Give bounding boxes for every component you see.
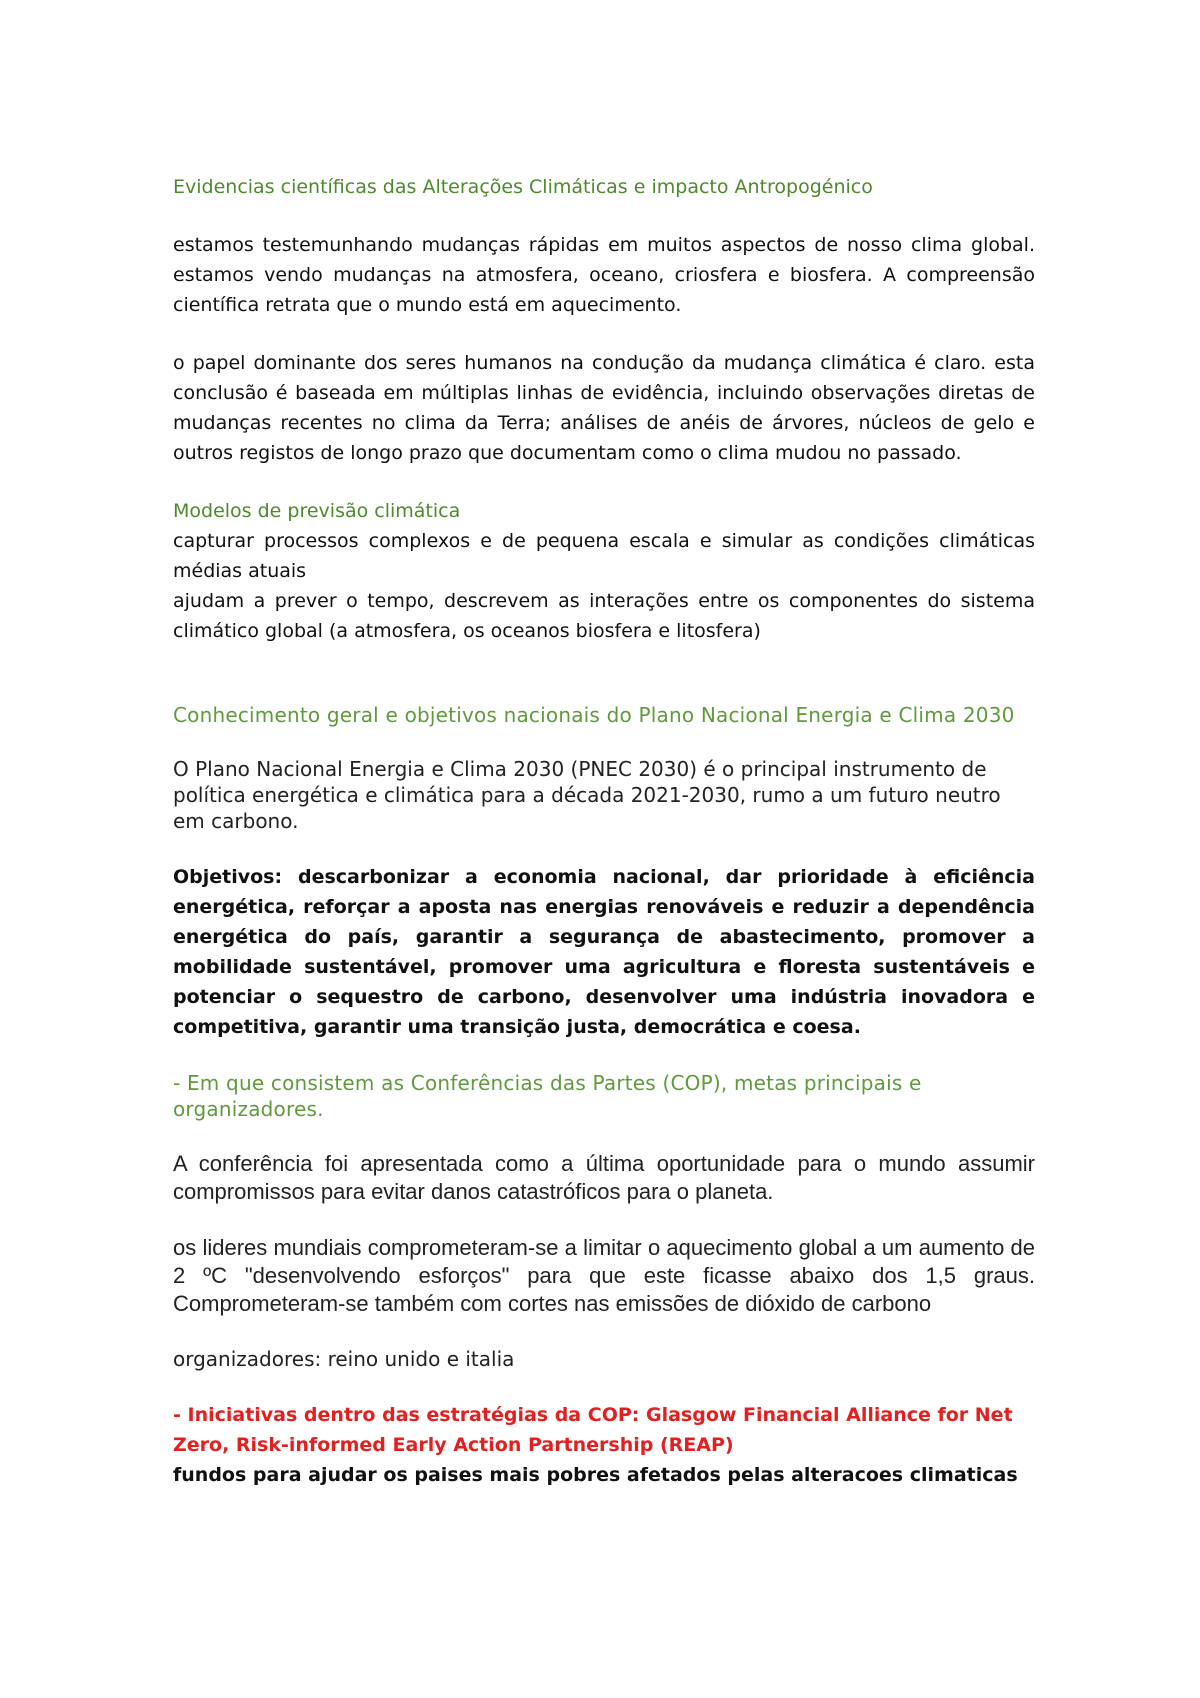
paragraph-capturar-processos: capturar processos complexos e de pequena escala e simular as condições climáticas médias atuais bbox=[173, 530, 1035, 582]
paragraph-ajudam-prever: ajudam a prever o tempo, descrevem as interações entre os componentes do sistema climático global (a atmosfera, os oceanos biosfera e litosfera) bbox=[173, 590, 1035, 642]
section-heading-pnec: Conhecimento geral e objetivos nacionais do Plano Nacional Energia e Clima 2030 bbox=[173, 703, 1015, 727]
section-heading-evidencias: Evidencias científicas das Alterações Climáticas e impacto Antropogénico bbox=[173, 176, 873, 198]
section-heading-cop: - Em que consistem as Conferências das Partes (COP), metas principais e organizadores. bbox=[173, 1071, 922, 1121]
paragraph-papel-dominante: o papel dominante dos seres humanos na condução da mudança climática é claro. esta conclusão é baseada em múltiplas linhas de evidência, incluindo observações diretas de mudanças recentes no clima da Terra; análises de anéis de árvores, núcleos de gelo e outros registos de longo prazo que documentam como o clima mudou no passado. bbox=[173, 352, 1035, 464]
paragraph-fundos: fundos para ajudar os paises mais pobres afetados pelas alteracoes climaticas bbox=[173, 1464, 1018, 1486]
paragraph-mudancas-rapidas: estamos testemunhando mudanças rápidas em muitos aspectos de nosso clima global. estamos vendo mudanças na atmosfera, oceano, criosfera e biosfera. A compreensão científica retrata que o mundo está em aquecimento. bbox=[173, 234, 1035, 316]
paragraph-objetivos: Objetivos: descarbonizar a economia nacional, dar prioridade à eficiência energética, reforçar a aposta nas energias renováveis e reduzir a dependência energética do país, garantir a segurança de abastecimento, promover a mobilidade sustentável, promover uma agricultura e floresta sustentáveis e potenciar o sequestro de carbono, desenvolver uma indústria inovadora e competitiva, garantir uma transição justa, democrática e coesa. bbox=[173, 866, 1035, 1038]
section-heading-iniciativas: - Iniciativas dentro das estratégias da COP: Glasgow Financial Alliance for Net Zero, Risk-informed Early Action Partnership (REAP) bbox=[173, 1404, 1013, 1456]
document-page bbox=[173, 172, 1035, 1490]
section-heading-modelos: Modelos de previsão climática bbox=[173, 500, 461, 522]
paragraph-lideres-mundiais: os lideres mundiais comprometeram-se a limitar o aquecimento global a um aumento de 2 ºC "desenvolvendo esforços" para que este ficasse abaixo dos 1,5 graus. Comprometeram-se também com cortes nas emissões de dióxido de carbono bbox=[173, 1235, 1035, 1316]
paragraph-pnec-description: O Plano Nacional Energia e Clima 2030 (PNEC 2030) é o principal instrumento de política energética e climática para a década 2021-2030, rumo a um futuro neutro em carbono. bbox=[173, 757, 1001, 833]
paragraph-organizadores: organizadores: reino unido e italia bbox=[173, 1347, 515, 1371]
paragraph-conferencia: A conferência foi apresentada como a última oportunidade para o mundo assumir compromissos para evitar danos catastróficos para o planeta. bbox=[173, 1151, 1035, 1204]
